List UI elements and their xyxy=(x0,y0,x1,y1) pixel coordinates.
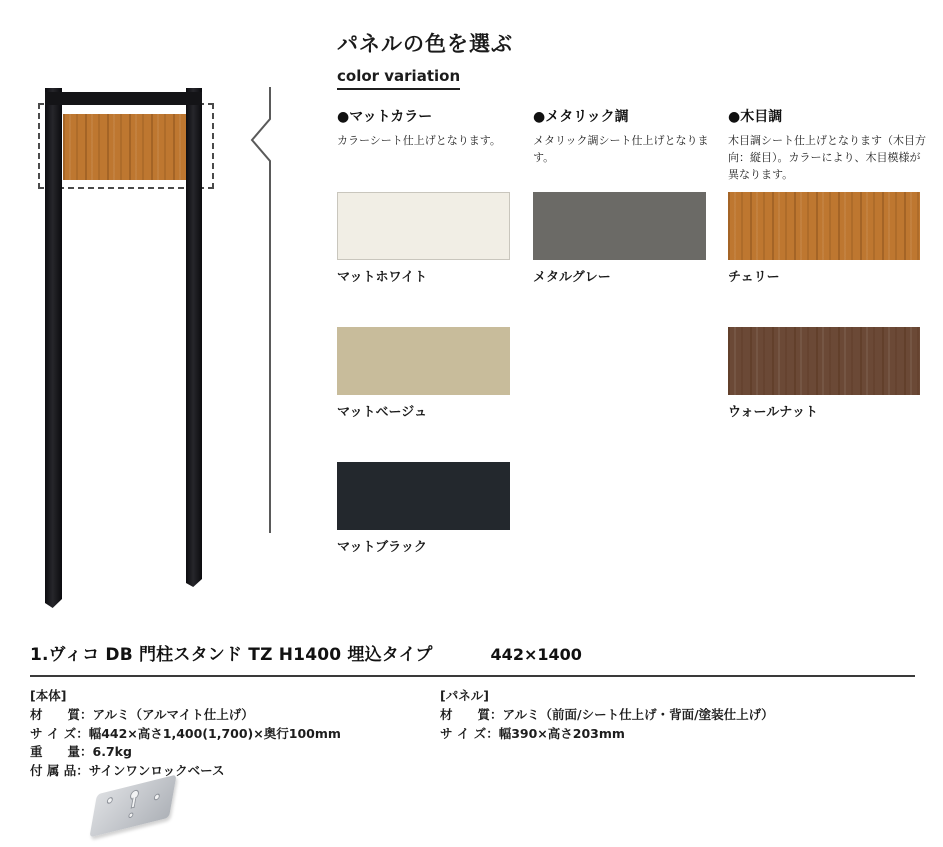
swatch-item xyxy=(337,462,533,597)
swatch-label: マットベージュ xyxy=(337,405,427,420)
plate-hole xyxy=(128,812,134,819)
spec-columns xyxy=(30,687,915,781)
column-desc: カラーシート仕上げとなります。 xyxy=(337,134,501,147)
swatch-item xyxy=(337,327,533,462)
column-desc: メタリック調シート仕上げとなります。 xyxy=(533,134,709,165)
spec-line: 付 属 品：サインワンロックベース xyxy=(30,763,225,778)
spec-body xyxy=(30,687,440,781)
section-title: パネルの色を選ぶ xyxy=(337,32,513,56)
swatch-label: マットブラック xyxy=(337,540,427,555)
product-spec-section xyxy=(30,640,915,781)
spec-heading-body: [本体] xyxy=(30,688,67,703)
column-title: ●木目調 xyxy=(728,109,783,125)
color-swatch-walnut xyxy=(728,327,920,395)
column-desc: 木目調シート仕上げとなります（木目方向：縦目）。カラーにより、木目模様が異なります。 xyxy=(728,134,926,182)
swatch-label: メタルグレー xyxy=(533,270,611,285)
spec-line: 材 質：アルミ（アルマイト仕上げ） xyxy=(30,706,254,722)
swatch-item xyxy=(533,192,728,327)
left-post xyxy=(45,88,62,608)
plate-keyhole-slot xyxy=(131,797,137,809)
column-metallic xyxy=(533,106,728,597)
swatch-label: マットホワイト xyxy=(337,270,428,285)
product-size: 442×1400 xyxy=(490,645,582,664)
right-post xyxy=(186,88,202,587)
panel-callout-brace xyxy=(240,85,280,535)
color-variation-section xyxy=(337,28,943,597)
column-woodgrain xyxy=(728,106,943,597)
column-title: ●メタリック調 xyxy=(533,109,629,125)
column-title: ●マットカラー xyxy=(337,109,433,125)
color-swatch-matte-black xyxy=(337,462,510,530)
swatch-label: ウォールナット xyxy=(728,405,818,420)
onelock-base-plate-image xyxy=(89,775,176,838)
spec-heading-panel: [パネル] xyxy=(440,688,489,703)
color-swatch-metal-gray xyxy=(533,192,706,260)
spec-line: 重 量：6.7kg xyxy=(30,744,132,760)
spec-line: サ イ ズ：幅442×高さ1,400(1,700)×奥行100mm xyxy=(30,725,341,741)
column-matte xyxy=(337,106,533,597)
product-title-row xyxy=(30,640,915,677)
product-title: 1.ヴィコ DB 門柱スタンド TZ H1400 埋込タイプ xyxy=(30,645,433,665)
swatch-item xyxy=(728,327,943,462)
swatch-item xyxy=(728,192,943,327)
plate-hole xyxy=(153,793,160,801)
plate-hole xyxy=(106,796,113,804)
color-swatch-matte-beige xyxy=(337,327,510,395)
swatch-label: チェリー xyxy=(728,270,780,285)
spec-line: 材 質：アルミ（前面/シート仕上げ・背面/塗装仕上げ） xyxy=(440,706,774,722)
spec-line: サ イ ズ：幅390×高さ203mm xyxy=(440,725,625,741)
spec-panel xyxy=(440,687,774,781)
wood-panel xyxy=(63,114,193,180)
color-swatch-cherry xyxy=(728,192,920,260)
section-subtitle: color variation xyxy=(337,67,460,90)
swatch-item xyxy=(337,192,533,327)
swatch-grid xyxy=(337,106,943,597)
color-swatch-matte-white xyxy=(337,192,510,260)
top-crossbar xyxy=(45,92,202,105)
